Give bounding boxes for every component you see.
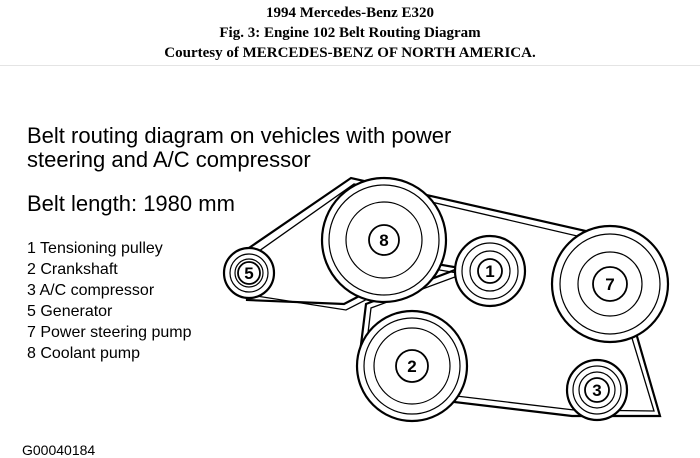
diagram-title-line2: steering and A/C compressor: [27, 147, 311, 172]
vehicle-title: 1994 Mercedes-Benz E320: [265, 5, 435, 21]
legend-item: 3 A/C compressor: [27, 282, 155, 299]
legend-item: 7 Power steering pump: [27, 324, 192, 341]
pulley-7: [552, 226, 668, 342]
diagram-title-line1: Belt routing diagram on vehicles with power: [27, 123, 452, 148]
legend-item: 8 Coolant pump: [27, 345, 140, 362]
figure-code: G00040184: [22, 442, 96, 458]
pulley-2: [357, 311, 467, 421]
pulley-3: [567, 360, 627, 420]
pulley-8: [322, 178, 446, 302]
pulley-1: [455, 236, 525, 306]
pulley-label: 2: [407, 357, 417, 376]
legend-item: 1 Tensioning pulley: [27, 240, 163, 257]
figure-header: [0, 0, 700, 66]
pulley-label: 5: [244, 264, 254, 283]
pulley-label: 8: [379, 231, 389, 250]
legend-item: 2 Crankshaft: [27, 261, 118, 278]
figure-caption: Fig. 3: Engine 102 Belt Routing Diagram: [219, 25, 481, 41]
belt-routing-diagram: [0, 66, 700, 458]
courtesy-line: Courtesy of MERCEDES-BENZ OF NORTH AMERICA.: [164, 45, 536, 61]
belt-drawing: [0, 66, 700, 453]
pulley-5: [224, 248, 274, 298]
pulley-label: 3: [592, 381, 602, 400]
belt-length-label: Belt length: 1980 mm: [27, 191, 235, 216]
pulley-label: 1: [485, 262, 495, 281]
legend-item: 5 Generator: [27, 303, 113, 320]
pulley-label: 7: [605, 275, 615, 294]
